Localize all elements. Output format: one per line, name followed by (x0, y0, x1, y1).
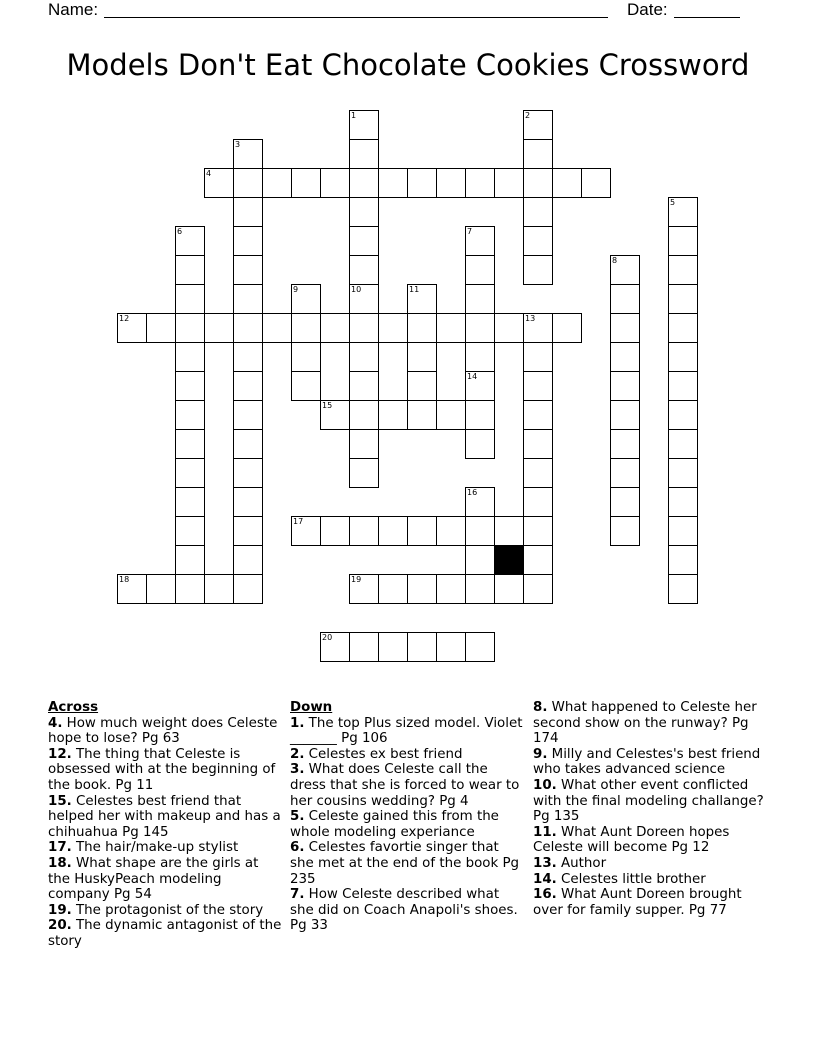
grid-cell[interactable] (407, 168, 437, 198)
grid-cell[interactable] (668, 400, 698, 430)
clue-number: 20 (322, 633, 333, 642)
clue-text: The hair/make-up stylist (71, 840, 239, 856)
grid-cell[interactable] (407, 313, 437, 343)
clue-number-label: 15. (48, 793, 72, 809)
grid-cell[interactable] (668, 574, 698, 604)
clue-number: 16 (467, 488, 478, 497)
grid-cell[interactable] (407, 516, 437, 546)
grid-cell[interactable] (349, 313, 379, 343)
grid-cell[interactable] (233, 139, 263, 169)
grid-cell[interactable] (581, 168, 611, 198)
grid-cell[interactable] (262, 168, 292, 198)
grid-cell[interactable] (465, 226, 495, 256)
clue-number-label: 12. (48, 746, 72, 762)
clue-text: Celestes best friend that helped her with makeup and has a chihuahua Pg 145 (48, 793, 281, 840)
grid-cell[interactable] (523, 342, 553, 372)
grid-cell[interactable] (668, 284, 698, 314)
clue-number-label: 6. (290, 840, 305, 856)
grid-cell[interactable] (378, 632, 408, 662)
grid-cell[interactable] (436, 516, 466, 546)
clue-text: What Aunt Doreen brought over for family supper. Pg 77 (533, 887, 742, 918)
grid-cell[interactable] (610, 371, 640, 401)
clue-text: Celestes ex best friend (304, 746, 463, 762)
grid-cell[interactable] (175, 255, 205, 285)
clue-item (533, 825, 767, 856)
grid-cell[interactable] (523, 574, 553, 604)
grid-cell[interactable] (175, 429, 205, 459)
clue-text: Celestes little brother (556, 871, 706, 887)
clue-number: 15 (322, 401, 333, 410)
grid-cell[interactable] (349, 371, 379, 401)
name-label: Name: (48, 0, 99, 19)
clue-item (290, 840, 524, 887)
clue-number: 13 (525, 314, 536, 323)
grid-cell[interactable] (610, 255, 640, 285)
grid-cell[interactable] (117, 313, 147, 343)
grid-cell[interactable] (494, 574, 524, 604)
clue-text: Celestes favortie singer that she met at the end of the book Pg 235 (290, 840, 520, 887)
grid-cell[interactable] (233, 168, 263, 198)
clue-item (533, 747, 767, 778)
grid-cell[interactable] (320, 313, 350, 343)
grid-cell[interactable] (291, 313, 321, 343)
grid-cell[interactable] (378, 168, 408, 198)
grid-cell[interactable] (349, 400, 379, 430)
grid-cell[interactable] (175, 574, 205, 604)
across-heading: Across (48, 700, 99, 715)
clue-number-label: 5. (290, 809, 305, 825)
clue-item (290, 762, 524, 809)
grid-cell[interactable] (523, 313, 553, 343)
clue-number-label: 13. (533, 855, 557, 871)
clue-number: 2 (525, 111, 531, 120)
clue-number: 4 (206, 169, 212, 178)
clue-item (533, 872, 767, 888)
clue-number: 8 (612, 256, 618, 265)
grid-cell[interactable] (233, 400, 263, 430)
grid-cell[interactable] (465, 284, 495, 314)
grid-cell[interactable] (349, 342, 379, 372)
clue-text: The thing that Celeste is obsessed with at the beginning of the book. Pg 11 (48, 746, 276, 793)
clue-number-label: 9. (533, 746, 548, 762)
clue-text: The protagonist of the story (71, 902, 264, 918)
grid-cell[interactable] (233, 429, 263, 459)
grid-cell[interactable] (523, 110, 553, 140)
grid-cell[interactable] (204, 313, 234, 343)
clue-text: What shape are the girls at the HuskyPeach modeling company Pg 54 (48, 855, 259, 903)
grid-cell[interactable] (610, 284, 640, 314)
grid-cell[interactable] (349, 197, 379, 227)
grid-cell[interactable] (610, 313, 640, 343)
grid-cell[interactable] (668, 516, 698, 546)
grid-cell[interactable] (233, 226, 263, 256)
grid-cell[interactable] (465, 342, 495, 372)
grid-cell[interactable] (523, 429, 553, 459)
clue-item (533, 887, 767, 918)
clues-column-down-continued (533, 700, 767, 918)
grid-cell[interactable] (668, 255, 698, 285)
clues-column-down (290, 700, 524, 934)
clue-number-label: 16. (533, 887, 557, 903)
grid-cell[interactable] (349, 110, 379, 140)
grid-cell[interactable] (465, 632, 495, 662)
grid-cell[interactable] (494, 516, 524, 546)
grid-cell[interactable] (378, 313, 408, 343)
grid-cell[interactable] (668, 371, 698, 401)
grid-cell[interactable] (378, 400, 408, 430)
clue-item (48, 918, 284, 949)
name-blank-line[interactable] (104, 17, 608, 18)
grid-cell[interactable] (465, 255, 495, 285)
clue-item (48, 794, 284, 841)
clue-text: Author (556, 855, 607, 871)
grid-cell[interactable] (378, 516, 408, 546)
grid-cell[interactable] (610, 516, 640, 546)
clue-number: 9 (293, 285, 299, 294)
grid-cell[interactable] (668, 487, 698, 517)
clue-item (290, 887, 524, 934)
grid-cell[interactable] (349, 255, 379, 285)
clue-item (48, 747, 284, 794)
black-cell (494, 545, 524, 575)
grid-cell[interactable] (668, 313, 698, 343)
clue-item (48, 840, 284, 856)
grid-cell[interactable] (233, 255, 263, 285)
grid-cell[interactable] (523, 139, 553, 169)
grid-cell[interactable] (552, 313, 582, 343)
clue-text: What other event conflicted with the final modeling challange? Pg 135 (533, 777, 764, 825)
clue-number-label: 3. (290, 762, 305, 778)
grid-cell[interactable] (175, 458, 205, 488)
grid-cell[interactable] (320, 516, 350, 546)
grid-cell[interactable] (175, 313, 205, 343)
grid-cell[interactable] (262, 313, 292, 343)
grid-cell[interactable] (233, 284, 263, 314)
grid-cell[interactable] (436, 313, 466, 343)
grid-cell[interactable] (233, 197, 263, 227)
clue-number-label: 19. (48, 902, 72, 918)
grid-cell[interactable] (349, 574, 379, 604)
grid-cell[interactable] (668, 458, 698, 488)
grid-cell[interactable] (320, 400, 350, 430)
grid-cell[interactable] (204, 574, 234, 604)
grid-cell[interactable] (436, 574, 466, 604)
grid-cell[interactable] (465, 545, 495, 575)
grid-cell[interactable] (465, 574, 495, 604)
clue-item (533, 700, 767, 747)
grid-cell[interactable] (523, 226, 553, 256)
clue-number-label: 8. (533, 700, 548, 715)
page-title: Models Don't Eat Chocolate Cookies Crossword (66, 48, 750, 82)
grid-cell[interactable] (668, 197, 698, 227)
grid-cell[interactable] (175, 516, 205, 546)
grid-cell[interactable] (233, 371, 263, 401)
grid-cell[interactable] (407, 632, 437, 662)
clue-item (533, 778, 767, 825)
clue-number: 17 (293, 517, 304, 526)
clue-text: The dynamic antagonist of the story (48, 918, 282, 949)
grid-cell[interactable] (407, 400, 437, 430)
grid-cell[interactable] (436, 168, 466, 198)
grid-cell[interactable] (407, 342, 437, 372)
grid-cell[interactable] (378, 574, 408, 604)
clue-number: 5 (670, 198, 676, 207)
grid-cell[interactable] (349, 168, 379, 198)
grid-cell[interactable] (349, 458, 379, 488)
clue-number-label: 18. (48, 855, 72, 871)
clue-item (290, 747, 524, 763)
grid-cell[interactable] (610, 458, 640, 488)
grid-cell[interactable] (668, 429, 698, 459)
grid-cell[interactable] (233, 487, 263, 517)
clue-number: 10 (351, 285, 362, 294)
grid-cell[interactable] (523, 545, 553, 575)
grid-cell[interactable] (146, 313, 176, 343)
grid-cell[interactable] (349, 139, 379, 169)
clue-number: 12 (119, 314, 130, 323)
clue-number-label: 20. (48, 918, 72, 934)
clue-item (533, 856, 767, 872)
grid-cell[interactable] (668, 545, 698, 575)
clue-number: 18 (119, 575, 130, 584)
grid-cell[interactable] (552, 168, 582, 198)
clue-number: 7 (467, 227, 473, 236)
grid-cell[interactable] (523, 400, 553, 430)
grid-cell[interactable] (523, 458, 553, 488)
down-heading: Down (290, 700, 333, 715)
grid-cell[interactable] (610, 429, 640, 459)
grid-cell[interactable] (523, 255, 553, 285)
grid-cell[interactable] (465, 371, 495, 401)
grid-cell[interactable] (175, 487, 205, 517)
grid-cell[interactable] (175, 284, 205, 314)
clue-number-label: 7. (290, 887, 305, 903)
grid-cell[interactable] (494, 168, 524, 198)
grid-cell[interactable] (523, 197, 553, 227)
clue-text: Celeste gained this from the whole modeling experiance (290, 809, 499, 840)
clue-number-label: 2. (290, 746, 305, 762)
clue-number: 3 (235, 140, 241, 149)
grid-cell[interactable] (146, 574, 176, 604)
grid-cell[interactable] (291, 371, 321, 401)
clue-number-label: 17. (48, 840, 72, 856)
clue-text: The top Plus sized model. Violet _______ Pg 106 (290, 715, 523, 747)
clue-text: How much weight does Celeste hope to lose? Pg 63 (48, 715, 278, 747)
grid-cell[interactable] (233, 342, 263, 372)
date-blank-line[interactable] (674, 17, 740, 18)
clue-number: 14 (467, 372, 478, 381)
grid-cell[interactable] (407, 371, 437, 401)
grid-cell[interactable] (668, 226, 698, 256)
grid-cell[interactable] (233, 574, 263, 604)
clue-number-label: 1. (290, 715, 305, 731)
grid-cell[interactable] (465, 168, 495, 198)
clue-text: What happened to Celeste her second show on the runway? Pg 174 (533, 700, 757, 747)
grid-cell[interactable] (407, 284, 437, 314)
grid-cell[interactable] (436, 400, 466, 430)
grid-cell[interactable] (291, 168, 321, 198)
clues-column-across (48, 700, 284, 950)
clue-text: What does Celeste call the dress that she is forced to wear to her cousins wedding? Pg 4 (290, 762, 520, 809)
clue-number: 11 (409, 285, 420, 294)
grid-cell[interactable] (175, 371, 205, 401)
grid-cell[interactable] (523, 516, 553, 546)
grid-cell[interactable] (349, 429, 379, 459)
grid-cell[interactable] (349, 226, 379, 256)
clue-number: 19 (351, 575, 362, 584)
date-label: Date: (627, 0, 668, 19)
grid-cell[interactable] (349, 632, 379, 662)
grid-cell[interactable] (523, 168, 553, 198)
grid-cell[interactable] (349, 284, 379, 314)
clue-text: How Celeste described what she did on Coach Anapoli's shoes. Pg 33 (290, 887, 518, 934)
clue-number-label: 4. (48, 715, 63, 731)
grid-cell[interactable] (117, 574, 147, 604)
clue-item (48, 716, 284, 747)
grid-cell[interactable] (407, 574, 437, 604)
grid-cell[interactable] (320, 632, 350, 662)
grid-cell[interactable] (610, 342, 640, 372)
grid-cell[interactable] (291, 284, 321, 314)
clue-number-label: 10. (533, 777, 557, 793)
clue-text: What Aunt Doreen hopes Celeste will become Pg 12 (533, 824, 730, 856)
clue-number-label: 14. (533, 871, 557, 887)
grid-cell[interactable] (204, 168, 234, 198)
grid-cell[interactable] (494, 313, 524, 343)
clue-number: 1 (351, 111, 357, 120)
grid-cell[interactable] (668, 342, 698, 372)
grid-cell[interactable] (233, 545, 263, 575)
grid-cell[interactable] (465, 400, 495, 430)
grid-cell[interactable] (233, 458, 263, 488)
clue-item (290, 809, 524, 840)
grid-cell[interactable] (465, 313, 495, 343)
grid-cell[interactable] (349, 516, 379, 546)
worksheet-header (0, 0, 816, 24)
grid-cell[interactable] (175, 342, 205, 372)
grid-cell[interactable] (175, 400, 205, 430)
clue-number-label: 11. (533, 824, 557, 840)
grid-cell[interactable] (233, 313, 263, 343)
clue-item (48, 856, 284, 903)
clue-text: Milly and Celestes's best friend who takes advanced science (533, 746, 761, 778)
grid-cell[interactable] (465, 429, 495, 459)
grid-cell[interactable] (523, 371, 553, 401)
grid-cell[interactable] (175, 226, 205, 256)
grid-cell[interactable] (465, 516, 495, 546)
grid-cell[interactable] (233, 516, 263, 546)
clue-item (48, 903, 284, 919)
grid-cell[interactable] (175, 545, 205, 575)
grid-cell[interactable] (523, 487, 553, 517)
grid-cell[interactable] (610, 400, 640, 430)
grid-cell[interactable] (436, 632, 466, 662)
grid-cell[interactable] (291, 342, 321, 372)
grid-cell[interactable] (320, 168, 350, 198)
grid-cell[interactable] (291, 516, 321, 546)
grid-cell[interactable] (465, 487, 495, 517)
clue-item (290, 716, 524, 747)
grid-cell[interactable] (610, 487, 640, 517)
clue-number: 6 (177, 227, 183, 236)
